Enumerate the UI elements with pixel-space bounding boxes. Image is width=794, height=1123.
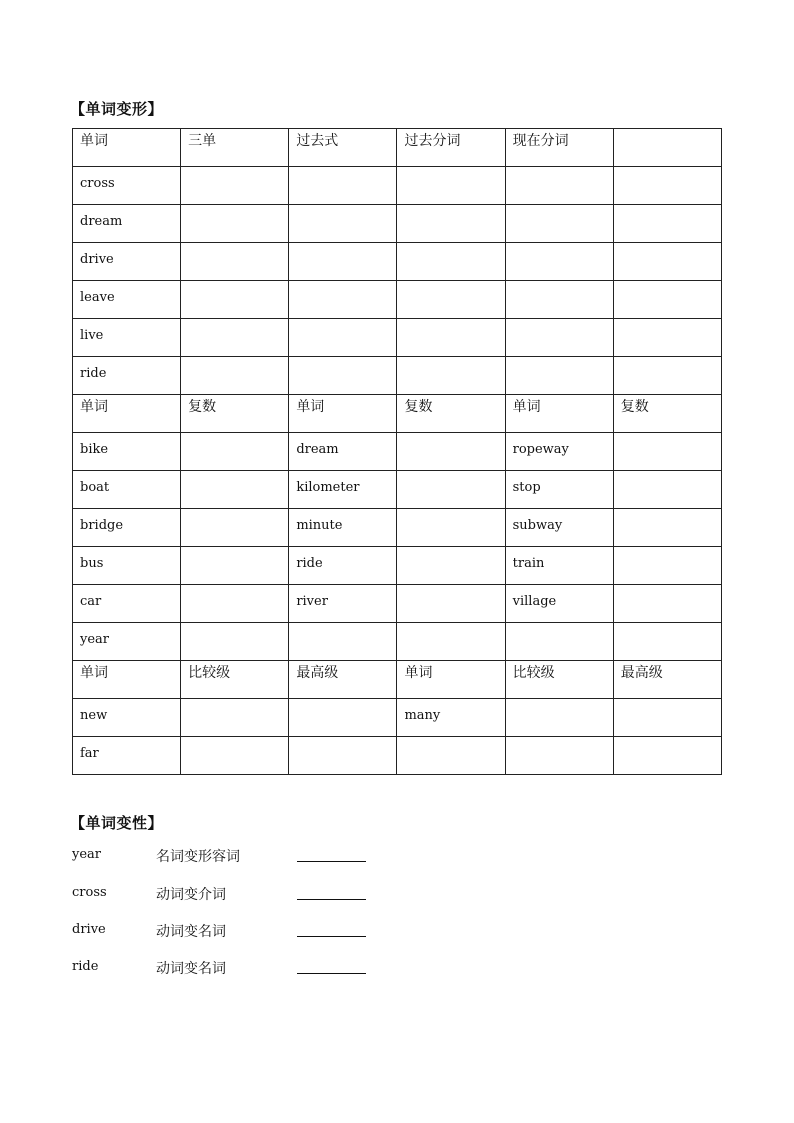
table-header-cell: 复数	[613, 395, 721, 433]
answer-cell[interactable]	[505, 205, 613, 243]
answer-cell[interactable]	[181, 623, 289, 661]
word-cell: new	[73, 699, 181, 737]
word-cell: kilometer	[289, 471, 397, 509]
answer-cell[interactable]	[181, 433, 289, 471]
table-header-row	[73, 661, 722, 699]
word-cell: minute	[289, 509, 397, 547]
table-header-cell: 过去分词	[397, 129, 505, 167]
answer-cell[interactable]	[613, 433, 721, 471]
answer-cell[interactable]	[181, 243, 289, 281]
table-row	[73, 433, 722, 471]
answer-cell[interactable]	[181, 167, 289, 205]
answer-cell[interactable]	[613, 281, 721, 319]
answer-cell[interactable]	[397, 471, 505, 509]
word-cell: far	[73, 737, 181, 775]
conversion-item	[72, 847, 472, 867]
word-cell: subway	[505, 509, 613, 547]
answer-cell[interactable]	[613, 357, 721, 395]
answer-cell[interactable]	[397, 737, 505, 775]
answer-blank[interactable]	[297, 973, 366, 974]
answer-cell[interactable]	[289, 357, 397, 395]
conversion-word: drive	[72, 922, 106, 937]
table-header-cell: 单词	[289, 395, 397, 433]
answer-cell[interactable]	[397, 509, 505, 547]
table-row	[73, 357, 722, 395]
answer-cell[interactable]	[397, 585, 505, 623]
answer-cell[interactable]	[181, 737, 289, 775]
answer-cell[interactable]	[181, 509, 289, 547]
answer-cell[interactable]	[505, 319, 613, 357]
answer-cell[interactable]	[181, 471, 289, 509]
word-cell: ropeway	[505, 433, 613, 471]
table-header-cell: 比较级	[181, 661, 289, 699]
answer-cell[interactable]	[613, 547, 721, 585]
table-header-cell: 复数	[181, 395, 289, 433]
answer-cell[interactable]	[613, 623, 721, 661]
table-header-cell: 单词	[73, 129, 181, 167]
answer-cell[interactable]	[613, 585, 721, 623]
answer-cell[interactable]	[613, 471, 721, 509]
answer-cell[interactable]	[613, 167, 721, 205]
section-title-word-conversion: 【单词变性】	[70, 814, 164, 832]
table-row	[73, 509, 722, 547]
word-cell: bus	[73, 547, 181, 585]
conversion-item	[72, 959, 472, 979]
conversion-item	[72, 885, 472, 905]
word-cell: leave	[73, 281, 181, 319]
word-cell: dream	[289, 433, 397, 471]
table-header-cell: 三单	[181, 129, 289, 167]
conversion-word: year	[72, 847, 102, 862]
answer-cell[interactable]	[505, 737, 613, 775]
answer-cell[interactable]	[289, 737, 397, 775]
table-row	[73, 547, 722, 585]
table-row	[73, 205, 722, 243]
section-title-word-forms: 【单词变形】	[70, 100, 164, 118]
table-header-cell: 单词	[397, 661, 505, 699]
table-header-cell: 复数	[397, 395, 505, 433]
answer-cell[interactable]	[289, 167, 397, 205]
table-header-cell: 最高级	[289, 661, 397, 699]
table-header-cell: 现在分词	[505, 129, 613, 167]
answer-cell[interactable]	[181, 319, 289, 357]
word-cell: many	[397, 699, 505, 737]
table-header-cell: 单词	[73, 395, 181, 433]
word-cell: ride	[289, 547, 397, 585]
answer-cell[interactable]	[181, 205, 289, 243]
word-forms-table	[72, 128, 722, 775]
conversion-instruction: 动词变名词	[156, 961, 226, 977]
table-row	[73, 699, 722, 737]
word-cell: ride	[73, 357, 181, 395]
answer-cell[interactable]	[505, 623, 613, 661]
table-header-cell: 单词	[73, 661, 181, 699]
answer-cell[interactable]	[289, 205, 397, 243]
table-header-cell	[613, 129, 721, 167]
answer-cell[interactable]	[397, 357, 505, 395]
answer-cell[interactable]	[289, 243, 397, 281]
answer-cell[interactable]	[181, 585, 289, 623]
table-header-cell: 最高级	[613, 661, 721, 699]
answer-cell[interactable]	[505, 167, 613, 205]
table-row	[73, 243, 722, 281]
answer-blank[interactable]	[297, 861, 366, 862]
answer-cell[interactable]	[181, 281, 289, 319]
answer-cell[interactable]	[397, 205, 505, 243]
conversion-instruction: 名词变形容词	[156, 849, 240, 865]
table-row	[73, 281, 722, 319]
answer-cell[interactable]	[613, 509, 721, 547]
answer-cell[interactable]	[289, 319, 397, 357]
answer-cell[interactable]	[181, 547, 289, 585]
table-header-cell: 过去式	[289, 129, 397, 167]
word-cell: bike	[73, 433, 181, 471]
word-cell: car	[73, 585, 181, 623]
word-cell: year	[73, 623, 181, 661]
answer-cell[interactable]	[289, 281, 397, 319]
conversion-instruction: 动词变介词	[156, 887, 226, 903]
answer-cell[interactable]	[505, 357, 613, 395]
answer-cell[interactable]	[613, 699, 721, 737]
table-header-cell: 单词	[505, 395, 613, 433]
table-row	[73, 585, 722, 623]
answer-cell[interactable]	[505, 699, 613, 737]
word-cell: stop	[505, 471, 613, 509]
answer-cell[interactable]	[613, 205, 721, 243]
word-cell: drive	[73, 243, 181, 281]
conversion-word: cross	[72, 885, 107, 900]
table-row	[73, 471, 722, 509]
answer-cell[interactable]	[613, 243, 721, 281]
word-cell: village	[505, 585, 613, 623]
table-row	[73, 623, 722, 661]
answer-cell[interactable]	[613, 737, 721, 775]
answer-cell[interactable]	[397, 433, 505, 471]
answer-cell[interactable]	[181, 357, 289, 395]
answer-cell[interactable]	[397, 243, 505, 281]
word-cell: bridge	[73, 509, 181, 547]
answer-cell[interactable]	[397, 167, 505, 205]
answer-cell[interactable]	[505, 281, 613, 319]
word-cell: river	[289, 585, 397, 623]
answer-cell[interactable]	[181, 699, 289, 737]
table-header-row	[73, 129, 722, 167]
answer-cell[interactable]	[397, 281, 505, 319]
conversion-word: ride	[72, 959, 99, 974]
word-cell: boat	[73, 471, 181, 509]
table-row	[73, 319, 722, 357]
answer-cell[interactable]	[397, 319, 505, 357]
conversion-item	[72, 922, 472, 942]
answer-blank[interactable]	[297, 899, 366, 900]
word-cell: dream	[73, 205, 181, 243]
table-header-row	[73, 395, 722, 433]
word-cell: train	[505, 547, 613, 585]
word-cell: cross	[73, 167, 181, 205]
table-row	[73, 167, 722, 205]
table-header-cell: 比较级	[505, 661, 613, 699]
answer-cell[interactable]	[289, 623, 397, 661]
answer-cell[interactable]	[397, 547, 505, 585]
answer-cell[interactable]	[505, 243, 613, 281]
table-row	[73, 737, 722, 775]
answer-cell[interactable]	[613, 319, 721, 357]
conversion-instruction: 动词变名词	[156, 924, 226, 940]
answer-cell[interactable]	[397, 623, 505, 661]
word-cell: live	[73, 319, 181, 357]
answer-blank[interactable]	[297, 936, 366, 937]
answer-cell[interactable]	[289, 699, 397, 737]
